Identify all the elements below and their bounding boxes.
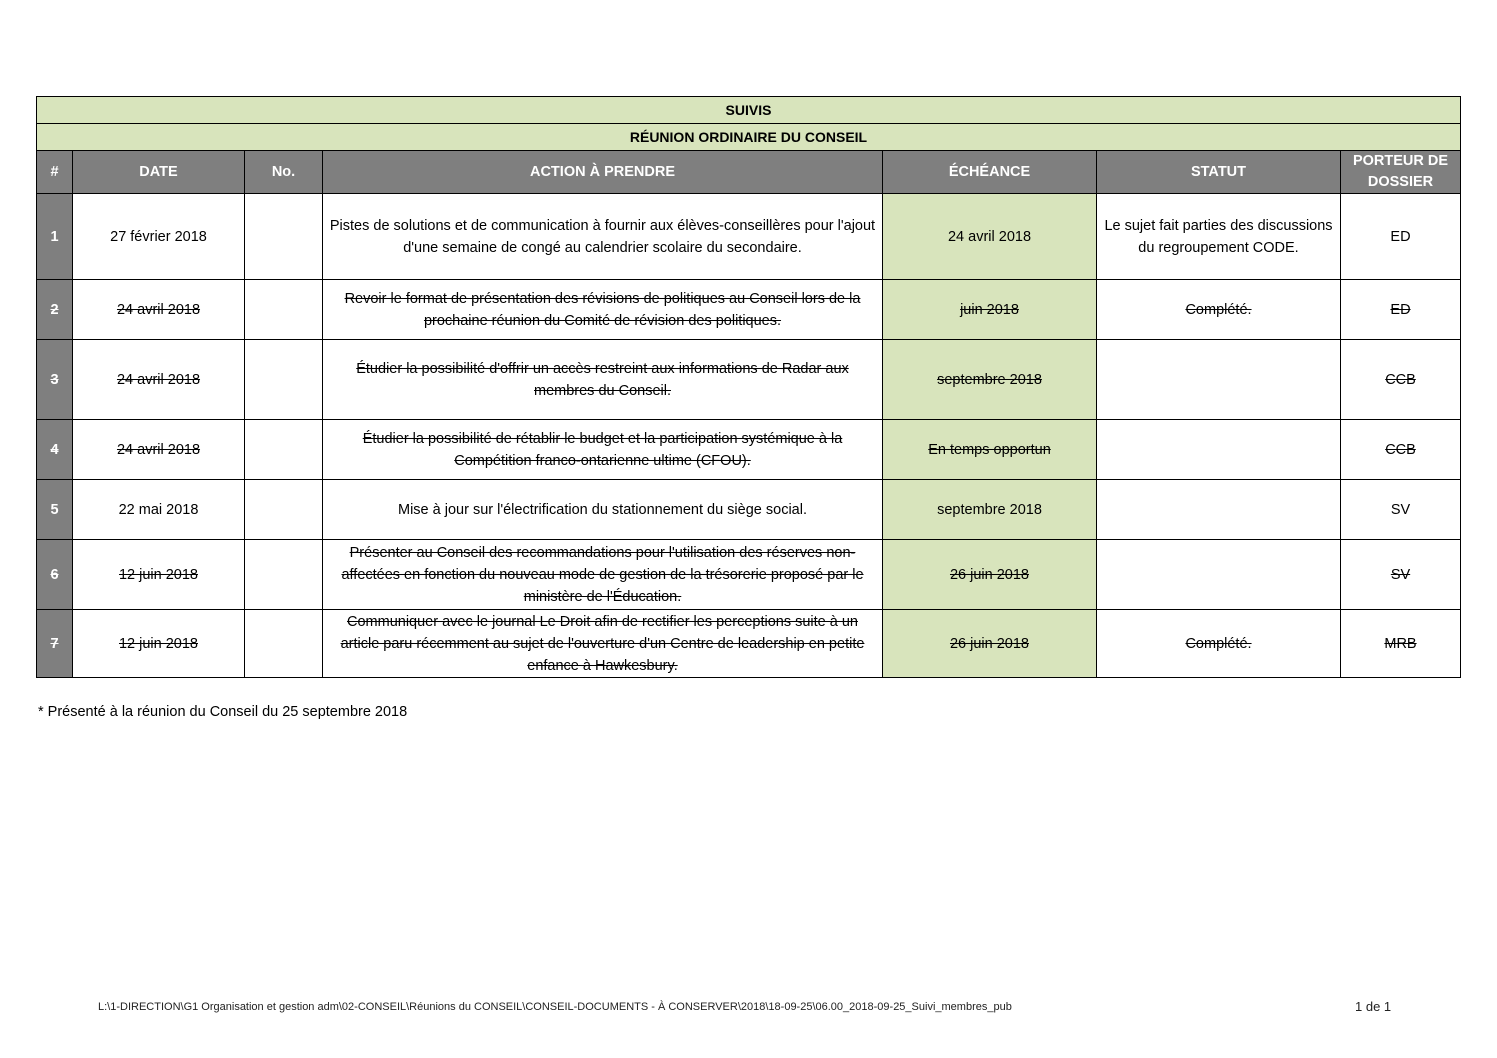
row-num: 3 xyxy=(37,340,73,420)
row-status xyxy=(1097,480,1341,540)
row-status xyxy=(1097,340,1341,420)
footer-page-number: 1 de 1 xyxy=(1355,999,1392,1014)
row-owner: SV xyxy=(1341,540,1461,610)
row-action: Étudier la possibilité de rétablir le budget et la participation systémique à la Compétition franco-ontarienne ultime (CFOU). xyxy=(323,420,883,480)
suivis-table xyxy=(36,96,1461,678)
row-no xyxy=(245,420,323,480)
table-title: SUIVIS xyxy=(37,97,1461,124)
table-subtitle: RÉUNION ORDINAIRE DU CONSEIL xyxy=(37,124,1461,151)
header-due: ÉCHÉANCE xyxy=(883,151,1097,194)
row-no xyxy=(245,340,323,420)
row-status xyxy=(1097,420,1341,480)
row-num: 6 xyxy=(37,540,73,610)
row-action: Présenter au Conseil des recommandations pour l'utilisation des réserves non-affectées en fonction du nouveau mode de gestion de la trésorerie proposé par le ministère de l'Éducation. xyxy=(323,540,883,610)
table-row xyxy=(37,194,1461,280)
row-due: 26 juin 2018 xyxy=(883,540,1097,610)
row-due: septembre 2018 xyxy=(883,340,1097,420)
row-owner: SV xyxy=(1341,480,1461,540)
header-action: ACTION À PRENDRE xyxy=(323,151,883,194)
row-date: 22 mai 2018 xyxy=(73,480,245,540)
row-owner: ED xyxy=(1341,194,1461,280)
row-action: Revoir le format de présentation des révisions de politiques au Conseil lors de la prochaine réunion du Comité de révision des politiques. xyxy=(323,280,883,340)
table-row xyxy=(37,540,1461,610)
row-no xyxy=(245,540,323,610)
row-status: Complété. xyxy=(1097,280,1341,340)
row-action: Étudier la possibilité d'offrir un accès restreint aux informations de Radar aux membres du Conseil. xyxy=(323,340,883,420)
column-headers xyxy=(37,151,1461,194)
row-owner: ED xyxy=(1341,280,1461,340)
table-row xyxy=(37,610,1461,678)
row-date: 24 avril 2018 xyxy=(73,340,245,420)
row-num: 2 xyxy=(37,280,73,340)
row-status: Le sujet fait parties des discussions du regroupement CODE. xyxy=(1097,194,1341,280)
header-owner: PORTEUR DE DOSSIER xyxy=(1341,151,1461,194)
row-date: 12 juin 2018 xyxy=(73,540,245,610)
row-action: Pistes de solutions et de communication à fournir aux élèves-conseillères pour l'ajout d'une semaine de congé au calendrier scolaire du secondaire. xyxy=(323,194,883,280)
row-date: 24 avril 2018 xyxy=(73,420,245,480)
row-owner: CCB xyxy=(1341,420,1461,480)
row-due: juin 2018 xyxy=(883,280,1097,340)
row-due: 24 avril 2018 xyxy=(883,194,1097,280)
row-action: Communiquer avec le journal Le Droit afin de rectifier les perceptions suite à un article paru récemment au sujet de l'ouverture d'un Centre de leadership en petite enfance à Hawkesbury. xyxy=(323,610,883,678)
row-num: 4 xyxy=(37,420,73,480)
row-no xyxy=(245,280,323,340)
table-row xyxy=(37,420,1461,480)
row-num: 5 xyxy=(37,480,73,540)
row-num: 1 xyxy=(37,194,73,280)
row-due: En temps opportun xyxy=(883,420,1097,480)
table-row xyxy=(37,340,1461,420)
row-owner: MRB xyxy=(1341,610,1461,678)
row-due: 26 juin 2018 xyxy=(883,610,1097,678)
header-date: DATE xyxy=(73,151,245,194)
row-date: 24 avril 2018 xyxy=(73,280,245,340)
table-row xyxy=(37,480,1461,540)
row-no xyxy=(245,480,323,540)
row-date: 12 juin 2018 xyxy=(73,610,245,678)
row-status xyxy=(1097,540,1341,610)
row-no xyxy=(245,194,323,280)
header-no: No. xyxy=(245,151,323,194)
row-due: septembre 2018 xyxy=(883,480,1097,540)
footer-file-path: L:\1-DIRECTION\G1 Organisation et gestion adm\02-CONSEIL\Réunions du CONSEIL\CONSEIL-DOCUMENTS - À CONSERVER\2018\18-09-25\06.00_2018-09-25_Suivi_membres_pub xyxy=(98,1001,1012,1013)
row-no xyxy=(245,610,323,678)
row-num: 7 xyxy=(37,610,73,678)
row-action: Mise à jour sur l'électrification du stationnement du siège social. xyxy=(323,480,883,540)
table-row xyxy=(37,280,1461,340)
row-owner: CCB xyxy=(1341,340,1461,420)
row-date: 27 février 2018 xyxy=(73,194,245,280)
row-status: Complété. xyxy=(1097,610,1341,678)
header-num: # xyxy=(37,151,73,194)
header-status: STATUT xyxy=(1097,151,1341,194)
note: * Présenté à la réunion du Conseil du 25 septembre 2018 xyxy=(38,704,408,720)
